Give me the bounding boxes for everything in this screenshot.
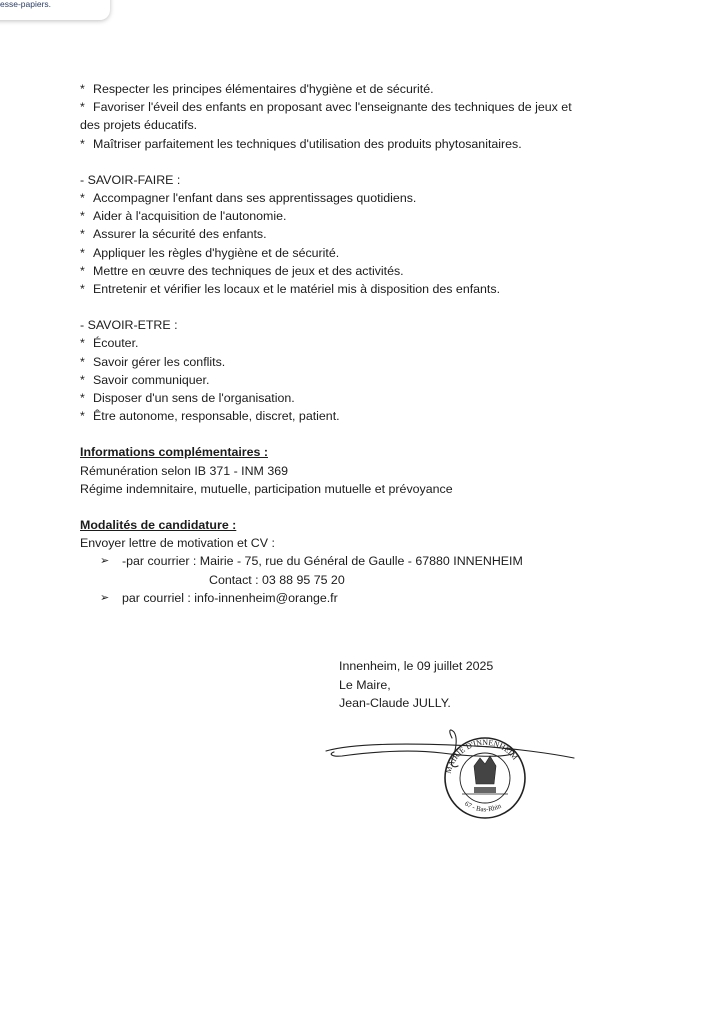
section-title-savoir-etre: - SAVOIR-ETRE : — [80, 318, 178, 333]
arrow-bullet-icon: ➢ — [100, 555, 110, 568]
savoir-etre-item: * Savoir gérer les conflits. — [80, 353, 640, 371]
place-date: Innenheim, le 09 juillet 2025 — [339, 659, 494, 673]
savoir-etre-item: * Être autonome, responsable, discret, patient. — [80, 407, 640, 425]
savoir-faire-item: * Entretenir et vérifier les locaux et le matériel mis à disposition des enfants. — [80, 280, 640, 298]
toast-text: esse-papiers. — [0, 0, 52, 9]
candidature-heading: Modalités de candidature : — [80, 518, 237, 533]
contact-line: Contact : 03 88 95 75 20 — [209, 572, 345, 587]
savoir-faire-item: * Appliquer les règles d'hygiène et de sécurité. — [80, 244, 640, 262]
intro-item-continuation: des projets éducatifs. — [80, 118, 198, 133]
signatory-role: Le Maire, — [339, 677, 391, 692]
svg-text:MAIRIE D'INNENHEIM: MAIRIE D'INNENHEIM — [443, 737, 520, 775]
toast-notification — [0, 0, 110, 20]
courrier-item — [80, 552, 640, 570]
savoir-faire-item: * Assurer la sécurité des enfants. — [80, 225, 640, 243]
document-body — [80, 80, 640, 607]
savoir-faire-item: * Aider à l'acquisition de l'autonomie. — [80, 207, 640, 225]
intro-item: * Favoriser l'éveil des enfants en proposant avec l'enseignante des techniques de jeux et — [80, 98, 640, 116]
section-title-savoir-faire: - SAVOIR-FAIRE : — [80, 172, 181, 187]
signatory-name: Jean-Claude JULLY. — [339, 696, 451, 710]
intro-item: * Maîtriser parfaitement les techniques d'utilisation des produits phytosanitaires. — [80, 135, 640, 153]
candidature-intro: Envoyer lettre de motivation et CV : — [80, 536, 275, 551]
savoir-etre-item: * Savoir communiquer. — [80, 371, 640, 389]
intro-item: * Respecter les principes élémentaires d'hygiène et de sécurité. — [80, 80, 640, 98]
courriel-text: par courriel : info-innenheim@orange.fr — [122, 590, 338, 605]
regime-line: Régime indemnitaire, mutuelle, participation mutuelle et prévoyance — [80, 481, 453, 496]
svg-text:67 - Bas-Rhin: 67 - Bas-Rhin — [463, 799, 503, 814]
savoir-faire-item: * Mettre en œuvre des techniques de jeux et des activités. — [80, 262, 640, 280]
courrier-text: -par courrier : Mairie - 75, rue du Général de Gaulle - 67880 INNENHEIM — [122, 554, 523, 569]
arrow-bullet-icon: ➢ — [100, 591, 110, 604]
closing-block — [339, 657, 493, 713]
informations-heading: Informations complémentaires : — [80, 445, 268, 460]
savoir-etre-item: * Écouter. — [80, 334, 640, 352]
savoir-faire-item: * Accompagner l'enfant dans ses apprentissages quotidiens. — [80, 189, 640, 207]
remuneration-line: Rémunération selon IB 371 - INM 369 — [80, 463, 288, 478]
official-stamp — [444, 738, 525, 818]
courriel-item — [80, 589, 640, 607]
savoir-etre-item: * Disposer d'un sens de l'organisation. — [80, 389, 640, 407]
signature-and-stamp — [324, 726, 584, 826]
